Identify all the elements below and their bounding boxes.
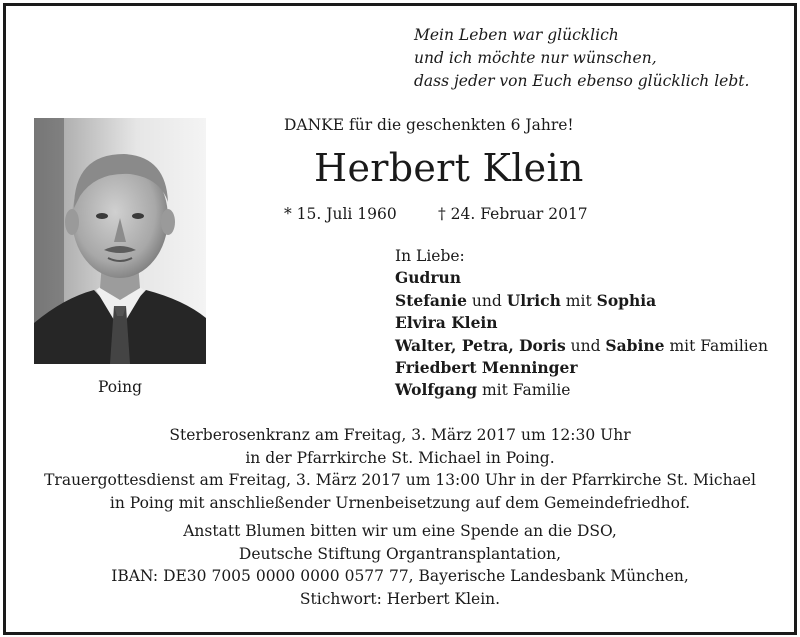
deceased-name: Herbert Klein bbox=[314, 146, 584, 190]
portrait-illustration bbox=[34, 118, 206, 364]
donation-line: Anstatt Blumen bitten wir um eine Spende an die DSO, bbox=[183, 522, 617, 540]
mourner-line: Stefanie und Ulrich mit Sophia bbox=[395, 290, 657, 310]
service-line: Trauergottesdienst am Freitag, 3. März 2017 um 13:00 Uhr in der Pfarrkirche St. Michael bbox=[44, 471, 756, 490]
mourner-line: Gudrun bbox=[395, 268, 462, 288]
death-date: † 24. Februar 2017 bbox=[438, 205, 588, 223]
poem bbox=[414, 24, 784, 93]
place-label: Poing bbox=[98, 378, 142, 396]
service-line: Sterberosenkranz am Freitag, 3. März 2017 um 12:30 Uhr bbox=[169, 426, 631, 444]
mourner-line: Friedbert Menninger bbox=[395, 358, 578, 378]
service-line: in der Pfarrkirche St. Michael in Poing. bbox=[245, 448, 555, 467]
thanks-line: DANKE für die geschenkten 6 Jahre! bbox=[284, 116, 574, 134]
poem-line: Mein Leben war glücklich bbox=[414, 26, 619, 44]
service-details bbox=[10, 424, 790, 514]
mourner-line: Wolfgang mit Familie bbox=[395, 380, 571, 400]
donation-line: Stichwort: Herbert Klein. bbox=[299, 589, 501, 608]
poem-line: und ich möchte nur wünschen, bbox=[414, 49, 657, 67]
donation-request bbox=[10, 520, 790, 610]
mourner-line: Elvira Klein bbox=[395, 313, 498, 333]
mourner-line: Walter, Petra, Doris und Sabine mit Familien bbox=[395, 335, 768, 355]
service-line: in Poing mit anschließender Urnenbeisetzung auf dem Gemeindefriedhof. bbox=[109, 493, 691, 512]
mourners-list bbox=[395, 245, 768, 402]
portrait-photo bbox=[34, 118, 206, 364]
poem-line: dass jeder von Euch ebenso glücklich lebt. bbox=[414, 72, 750, 90]
mourners-intro: In Liebe: bbox=[395, 247, 465, 265]
donation-line: Deutsche Stiftung Organtransplantation, bbox=[238, 544, 562, 563]
birth-date: * 15. Juli 1960 bbox=[284, 205, 397, 223]
donation-line: IBAN: DE30 7005 0000 0000 0577 77, Bayerische Landesbank München, bbox=[111, 567, 689, 586]
